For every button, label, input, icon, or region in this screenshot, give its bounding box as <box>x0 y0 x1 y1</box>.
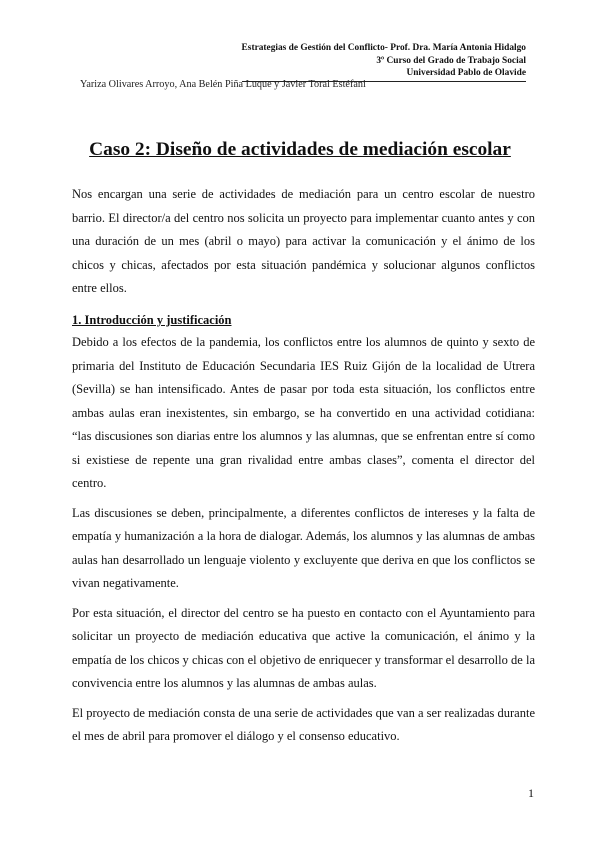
body-paragraph: Por esta situación, el director del centro se ha puesto en contacto con el Ayuntamiento para solicitar un proyecto de mediación educativa que active la comunicación, el ánimo y la empatía de los chicos y chicas con el objetivo de enriquecer y transformar el desarrollo de la convivencia entre los alumnos y las alumnas de ambas aulas. <box>72 605 535 690</box>
body-paragraph: Las discusiones se deben, principalmente, a diferentes conflictos de intereses y la falta de empatía y humanización a la hora de dialogar. Además, los alumnos y las alumnas de ambas aulas han desarrollado un lenguaje violento y excluyente que deriva en que los conflictos se vivan negativamente. <box>72 505 535 590</box>
section-heading: 1. Introducción y justificación <box>72 313 232 327</box>
section-body <box>72 331 535 755</box>
body-paragraph: Debido a los efectos de la pandemia, los conflictos entre los alumnos de quinto y sexto de primaria del Instituto de Educación Secundaria IES Ruiz Gijón de la localidad de Utrera (Sevilla) se han intensificado. Antes de pasar por toda esta situación, los conflictos entre ambas aulas eran inexistentes, sin embargo, se ha convertido en una actividad cotidiana: “las discusiones son diarias entre los alumnos y las alumnas, que se enfrentan entre sí como si existiese de repente una gran rivalidad entre ambas clases”, comenta el director del centro. <box>72 335 535 490</box>
header-grade-line: 3º Curso del Grado de Trabajo Social <box>376 55 526 66</box>
page-title: Caso 2: Diseño de actividades de mediación escolar <box>89 139 511 160</box>
page-number: 1 <box>528 786 534 800</box>
running-header <box>242 42 526 82</box>
body-paragraph: El proyecto de mediación consta de una serie de actividades que van a ser realizadas durante el mes de abril para promover el diálogo y el consenso educativo. <box>72 705 535 743</box>
header-university-line: Universidad Pablo de Olavide <box>242 67 526 82</box>
intro-paragraph: Nos encargan una serie de actividades de mediación para un centro escolar de nuestro barrio. El director/a del centro nos solicita un proyecto para implementar cuanto antes y con una duración de un mes (abril o mayo) para activar la comunicación y el ánimo de los chicos y chicas, afectados por esta situación pandémica y solucionar algunos conflictos entre ellos. <box>72 187 535 295</box>
header-course-line: Estrategias de Gestión del Conflicto- Prof. Dra. María Antonia Hidalgo <box>241 43 526 53</box>
authors-line: Yariza Olivares Arroyo, Ana Belén Piña Luque y Javier Toral Estéfani <box>80 79 366 90</box>
